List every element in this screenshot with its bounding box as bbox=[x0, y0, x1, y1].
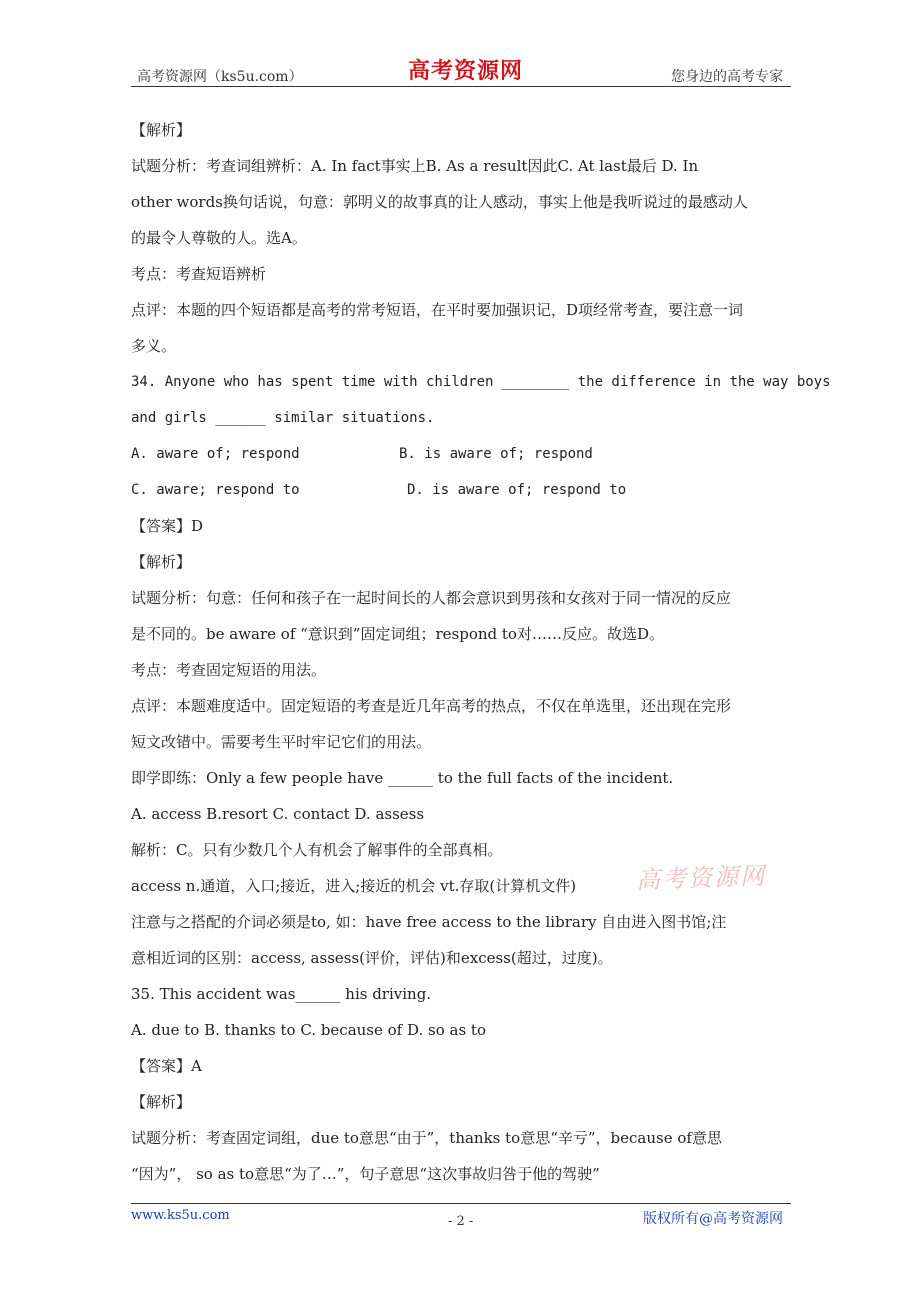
text-line: 考点：考查固定短语的用法。 bbox=[131, 661, 327, 679]
text-line: 【解析】 bbox=[131, 121, 192, 139]
header-slogan: 您身边的高考专家 bbox=[671, 69, 783, 85]
text-line: “因为”， so as to意思“为了…”，句子意思“这次事故归咎于他的驾驶” bbox=[131, 1165, 600, 1183]
question-35-options: A. due to B. thanks to C. because of D. so as to bbox=[131, 1021, 486, 1039]
footer-link[interactable]: www.ks5u.com bbox=[131, 1208, 230, 1223]
question-34-options-row-2 bbox=[131, 472, 807, 508]
text-line: 意相近词的区别：access, assess(评价，评估)和excess(超过，过度)。 bbox=[131, 949, 613, 967]
question-35-stem: 35. This accident was______ his driving. bbox=[131, 985, 432, 1003]
header-divider bbox=[131, 86, 791, 87]
option-a: A. aware of; respond bbox=[131, 446, 300, 462]
question-34-stem: 34. Anyone who has spent time with children ________ the difference in the way boys bbox=[131, 374, 831, 390]
text-line: 是不同的。be aware of “意识到”固定词组；respond to对……反应。故选D。 bbox=[131, 625, 664, 643]
option-d: D. is aware of; respond to bbox=[407, 482, 627, 498]
option-c: C. aware; respond to bbox=[131, 482, 300, 498]
question-34-stem-cont: and girls ______ similar situations. bbox=[131, 410, 435, 426]
text-line: access n.通道，入口;接近，进入;接近的机会 vt.存取(计算机文件) bbox=[131, 877, 577, 895]
text-line: 解析：C。只有少数几个人有机会了解事件的全部真相。 bbox=[131, 841, 503, 859]
header-site-name: 高考资源网（ks5u.com） bbox=[137, 69, 303, 85]
text-line: 【解析】 bbox=[131, 553, 192, 571]
text-line: 点评：本题难度适中。固定短语的考查是近几年高考的热点，不仅在单选里，还出现在完形 bbox=[131, 697, 732, 715]
practice-options: A. access B.resort C. contact D. assess bbox=[131, 805, 425, 823]
text-line: 短文改错中。需要考生平时牢记它们的用法。 bbox=[131, 733, 432, 751]
text-line: 【解析】 bbox=[131, 1093, 192, 1111]
answer-label: 【答案】A bbox=[131, 1057, 202, 1075]
text-line: 考点：考查短语辨析 bbox=[131, 265, 267, 283]
practice-question: 即学即练：Only a few people have ______ to the full facts of the incident. bbox=[131, 769, 674, 787]
text-line: other words换句话说，句意：郭明义的故事真的让人感动，事实上他是我听说过的最感动人 bbox=[131, 193, 748, 211]
page-number: - 2 - bbox=[448, 1214, 474, 1229]
text-line: 点评：本题的四个短语都是高考的常考短语，在平时要加强识记，D项经常考查，要注意一词 bbox=[131, 301, 744, 319]
text-line: 试题分析：句意：任何和孩子在一起时间长的人都会意识到男孩和女孩对于同一情况的反应 bbox=[131, 589, 732, 607]
option-b: B. is aware of; respond bbox=[399, 446, 593, 462]
text-line: 试题分析：考查固定词组，due to意思“由于”，thanks to意思“辛亏”，because of意思 bbox=[131, 1129, 722, 1147]
text-line: 多义。 bbox=[131, 337, 177, 355]
document-body bbox=[131, 112, 831, 1192]
answer-label: 【答案】D bbox=[131, 517, 204, 535]
text-line: 试题分析：考查词组辨析：A. In fact事实上B. As a result因此C. At last最后 D. In bbox=[131, 157, 699, 175]
text-line: 注意与之搭配的介词必须是to, 如：have free access to the library 自由进入图书馆;注 bbox=[131, 913, 727, 931]
watermark-stamp: 高考资源网 bbox=[635, 861, 767, 895]
footer-copyright: 版权所有@高考资源网 bbox=[643, 1211, 783, 1227]
footer-divider bbox=[131, 1203, 791, 1204]
question-34-options-row-1 bbox=[131, 436, 807, 472]
text-line: 的最令人尊敬的人。选A。 bbox=[131, 229, 307, 247]
header-logo: 高考资源网 bbox=[408, 58, 524, 84]
